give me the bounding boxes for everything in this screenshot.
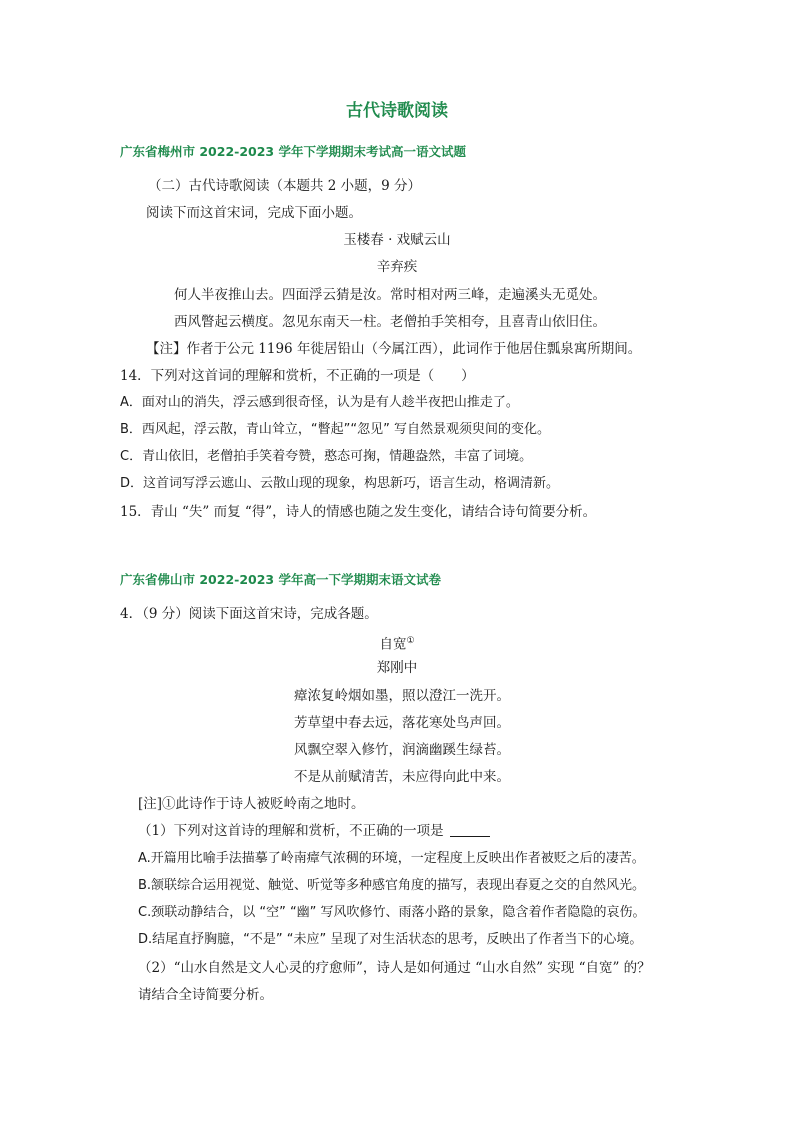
q14-option-b: B．西风起，浮云散，青山耸立，“瞥起”“忽见” 写自然景观须臾间的变化。 (120, 422, 550, 437)
poem2-title-text: 自宽 (379, 636, 407, 653)
section1-instruction: 阅读下而这首宋词，完成下面小题。 (146, 205, 362, 221)
q14-option-c: C．青山依旧，老僧拍手笑着夸赞，憨态可掬，情趣盎然，丰富了词境。 (120, 449, 533, 464)
q1-option-a: A.开篇用比喻手法描摹了岭南瘴气浓稠的环境，一定程度上反映出作者被贬之后的凄苦。 (138, 851, 645, 866)
poem2-note: [注]①此诗作于诗人被贬岭南之地时。 (138, 796, 365, 812)
section1-source: 广东省梅州市 2022-2023 学年下学期期末考试高一语文试题 (120, 144, 466, 159)
q1-option-b: B.颔联综合运用视觉、触觉、听觉等多种感官角度的描写，表现出春夏之交的自然风光。 (138, 878, 646, 893)
poem2-author: 郑刚中 (376, 660, 418, 676)
question-1-text: （1）下列对这首诗的理解和赏析，不正确的一项是 (138, 823, 444, 839)
poem2-line-4: 不是从前赋清苦，未应得向此中来。 (294, 769, 510, 785)
poem1-line-2: 西风瞥起云横度。忽见东南天一柱。老僧拍手笑相夸，且喜青山依旧住。 (174, 314, 606, 330)
section2-question-2-line-2: 请结合全诗简要分析。 (138, 987, 273, 1003)
q14-option-d: D．这首词写浮云遮山、云散山现的现象，构思新巧，语言生动，格调清新。 (120, 476, 560, 491)
poem2-title (0, 631, 794, 655)
q1-option-c: C.颈联动静结合，以 “空” “幽” 写风吹修竹、雨落小路的景象，隐含着作者隐隐的哀伤。 (138, 905, 646, 920)
q1-option-d: D.结尾直抒胸臆，“不是” “未应” 呈现了对生活状态的思考，反映出了作者当下的心境。 (138, 932, 643, 947)
poem1-title: 玉楼春 · 戏赋云山 (343, 232, 451, 248)
section2-question-2-line-1: （2）“山水自然是文人心灵的疗愈师”，诗人是如何通过 “山水自然” 实现 “自宽” 的？ (138, 960, 651, 976)
question-14: 14．下列对这首词的理解和赏析，不正确的一项是（ ） (120, 368, 475, 384)
q14-option-a: A．面对山的消失，浮云感到很奇怪，认为是有人趁半夜把山推走了。 (120, 395, 519, 410)
section1-heading: （二）古代诗歌阅读（本题共 2 小题，9 分） (148, 178, 422, 194)
poem2-line-2: 芳草望中春去远，落花寒处鸟声回。 (294, 715, 510, 731)
section2-source: 广东省佛山市 2022-2023 学年高一下学期期末语文试卷 (120, 572, 441, 587)
answer-blank (450, 822, 490, 837)
poem1-line-1: 何人半夜推山去。四面浮云猜是汝。常时相对两三峰，走遍溪头无觅处。 (174, 287, 606, 303)
footnote-marker: ① (406, 636, 415, 646)
page-title: 古代诗歌阅读 (346, 101, 448, 121)
poem1-author: 辛弃疾 (376, 259, 418, 275)
section2-instruction: 4．（9 分）阅读下面这首宋诗，完成各题。 (120, 606, 378, 622)
poem2-line-1: 瘴浓复岭烟如墨，照以澄江一洗开。 (294, 688, 510, 704)
poem2-line-3: 风飘空翠入修竹，润滴幽蹊生绿苔。 (294, 742, 510, 758)
question-15: 15．青山 “失” 而复 “得”，诗人的情感也随之发生变化，请结合诗句简要分析。 (120, 504, 597, 520)
section2-question-1 (138, 821, 490, 841)
poem1-note: 【注】作者于公元 1196 年徙居铅山（今属江西），此词作于他居住瓢泉寓所期间。 (146, 341, 642, 357)
